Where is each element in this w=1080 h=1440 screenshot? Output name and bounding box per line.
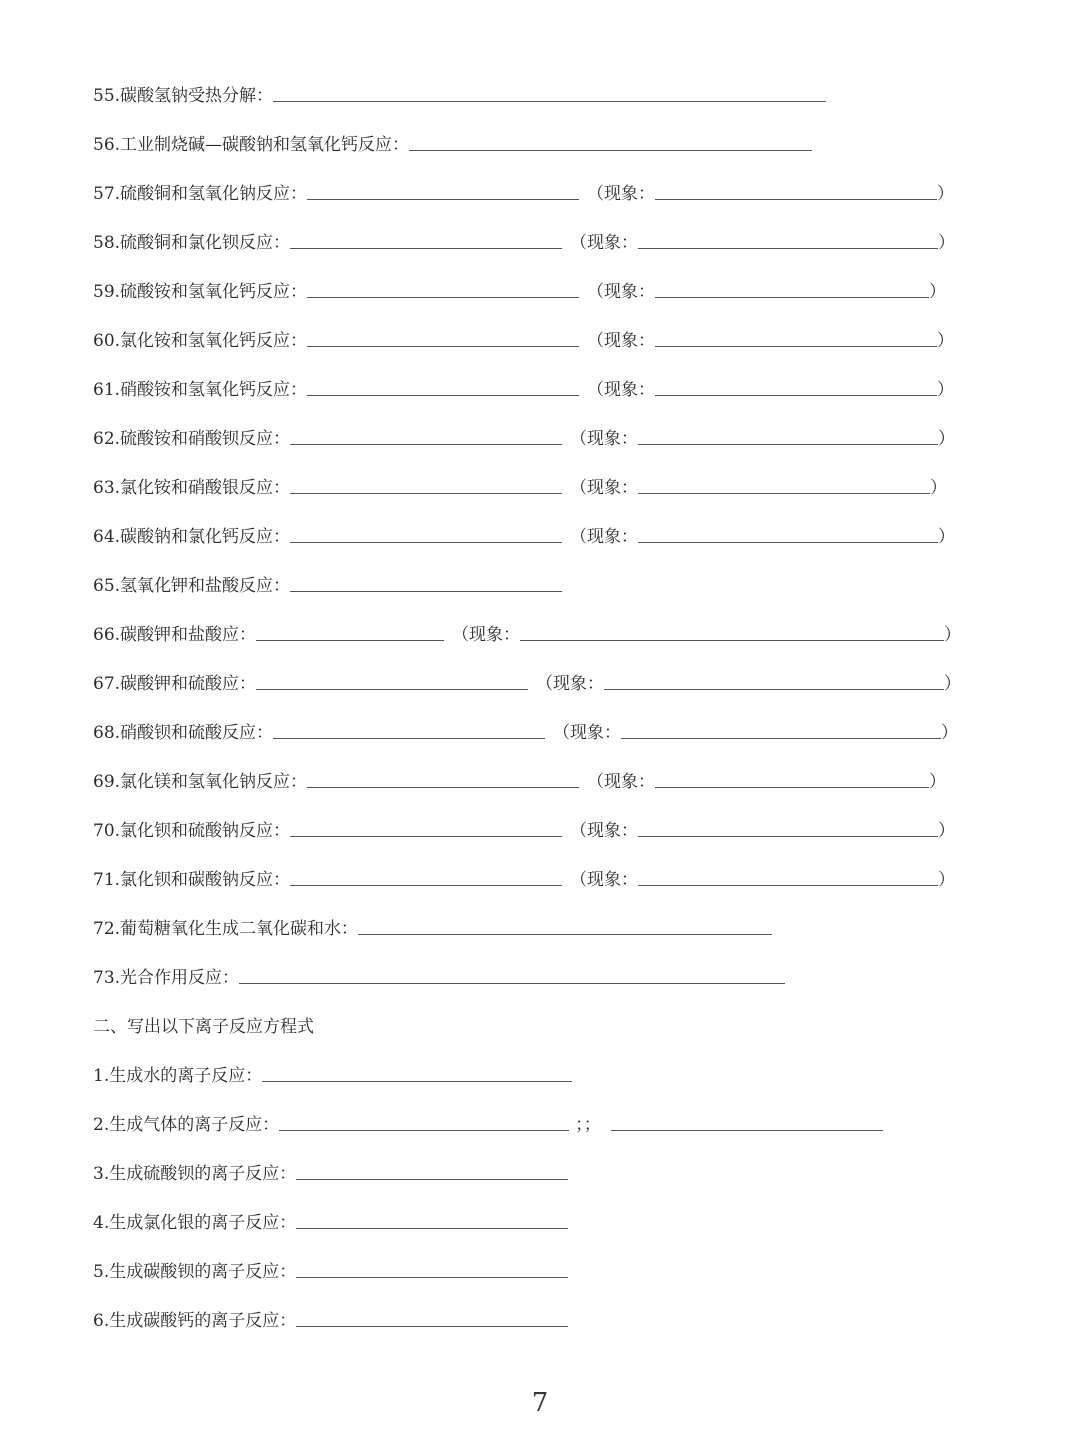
phenomenon-blank[interactable] xyxy=(655,394,937,396)
answer-blank[interactable] xyxy=(296,1276,568,1278)
exercise-item-59 xyxy=(93,274,980,302)
phenomenon-blank[interactable] xyxy=(655,198,937,200)
answer-blank[interactable] xyxy=(239,982,785,984)
answer-blank[interactable] xyxy=(307,345,579,347)
answer-blank[interactable] xyxy=(409,149,812,151)
exercise-label: 67.碳酸钾和硫酸应： xyxy=(93,674,257,694)
answer-blank[interactable] xyxy=(273,100,826,102)
exercise-label: 72.葡萄糖氧化生成二氧化碳和水： xyxy=(93,919,359,939)
exercise-label: 65.氢氧化钾和盐酸反应： xyxy=(93,576,291,596)
exercise-label: 56.工业制烧碱—碳酸钠和氢氧化钙反应： xyxy=(93,135,410,155)
phenomenon-close: ） xyxy=(937,331,955,351)
answer-blank-2[interactable] xyxy=(611,1129,883,1131)
exercise-label: 63.氯化铵和硝酸银反应： xyxy=(93,478,291,498)
ion-item-3 xyxy=(93,1156,980,1184)
exercise-item-60 xyxy=(93,323,980,351)
exercise-item-73 xyxy=(93,960,980,988)
phenomenon-close: ） xyxy=(938,233,956,253)
exercise-item-72 xyxy=(93,911,980,939)
ion-item-6 xyxy=(93,1303,980,1331)
exercise-item-62 xyxy=(93,421,980,449)
ion-label: 5.生成碳酸钡的离子反应： xyxy=(93,1262,297,1282)
phenomenon-open: （现象： xyxy=(587,184,656,204)
phenomenon-close: ） xyxy=(938,821,956,841)
phenomenon-blank[interactable] xyxy=(638,443,938,445)
exercise-label: 66.碳酸钾和盐酸应： xyxy=(93,625,257,645)
exercise-item-58 xyxy=(93,225,980,253)
section-2-heading-row xyxy=(93,1009,980,1037)
answer-blank[interactable] xyxy=(290,884,562,886)
ion-item-5 xyxy=(93,1254,980,1282)
phenomenon-blank[interactable] xyxy=(604,688,944,690)
answer-blank[interactable] xyxy=(296,1325,568,1327)
exercise-item-55 xyxy=(93,78,980,106)
answer-blank[interactable] xyxy=(358,933,772,935)
ion-label: 1.生成水的离子反应： xyxy=(93,1066,263,1086)
phenomenon-close: ） xyxy=(941,723,959,743)
exercise-item-71 xyxy=(93,862,980,890)
phenomenon-blank[interactable] xyxy=(638,835,938,837)
phenomenon-open: （现象： xyxy=(570,429,639,449)
exercise-item-57 xyxy=(93,176,980,204)
phenomenon-open: （现象： xyxy=(553,723,622,743)
phenomenon-close: ） xyxy=(930,478,948,498)
exercise-item-69 xyxy=(93,764,980,792)
phenomenon-open: （现象： xyxy=(587,282,656,302)
exercise-label: 59.硫酸铵和氢氧化钙反应： xyxy=(93,282,308,302)
answer-blank[interactable] xyxy=(290,835,562,837)
exercise-label: 58.硫酸铜和氯化钡反应： xyxy=(93,233,291,253)
phenomenon-open: （现象： xyxy=(587,380,656,400)
phenomenon-open: （现象： xyxy=(587,772,656,792)
phenomenon-close: ） xyxy=(937,380,955,400)
ion-label: 2.生成气体的离子反应： xyxy=(93,1115,280,1135)
exercise-label: 71.氯化钡和碳酸钠反应： xyxy=(93,870,291,890)
phenomenon-blank[interactable] xyxy=(655,786,929,788)
phenomenon-blank[interactable] xyxy=(638,541,938,543)
answer-blank[interactable] xyxy=(273,737,545,739)
phenomenon-close: ） xyxy=(944,625,962,645)
phenomenon-close: ） xyxy=(929,772,947,792)
separator: ；； xyxy=(575,1115,601,1135)
answer-blank[interactable] xyxy=(307,198,579,200)
answer-blank[interactable] xyxy=(262,1080,572,1082)
phenomenon-open: （现象： xyxy=(570,527,639,547)
phenomenon-blank[interactable] xyxy=(655,345,937,347)
section-2-title: 二、写出以下离子反应方程式 xyxy=(93,1017,314,1037)
phenomenon-close: ） xyxy=(938,527,956,547)
ion-item-2 xyxy=(93,1107,980,1135)
phenomenon-open: （现象： xyxy=(452,625,521,645)
answer-blank[interactable] xyxy=(290,492,562,494)
answer-blank[interactable] xyxy=(290,541,562,543)
exercise-item-65 xyxy=(93,568,980,596)
exercise-item-61 xyxy=(93,372,980,400)
exercise-item-64 xyxy=(93,519,980,547)
ion-label: 4.生成氯化银的离子反应： xyxy=(93,1213,297,1233)
exercise-item-67 xyxy=(93,666,980,694)
ion-label: 3.生成硫酸钡的离子反应： xyxy=(93,1164,297,1184)
phenomenon-close: ） xyxy=(938,429,956,449)
phenomenon-blank[interactable] xyxy=(621,737,941,739)
ion-item-1 xyxy=(93,1058,980,1086)
exercise-label: 73.光合作用反应： xyxy=(93,968,240,988)
exercise-label: 69.氯化镁和氢氧化钠反应： xyxy=(93,772,308,792)
answer-blank[interactable] xyxy=(307,786,579,788)
exercise-label: 64.碳酸钠和氯化钙反应： xyxy=(93,527,291,547)
phenomenon-open: （现象： xyxy=(570,233,639,253)
phenomenon-close: ） xyxy=(937,184,955,204)
page-number: 7 xyxy=(531,1388,549,1418)
answer-blank[interactable] xyxy=(307,394,579,396)
exercise-label: 57.硫酸铜和氢氧化钠反应： xyxy=(93,184,308,204)
exercise-label: 68.硝酸钡和硫酸反应： xyxy=(93,723,274,743)
answer-blank[interactable] xyxy=(307,296,579,298)
answer-blank[interactable] xyxy=(256,639,444,641)
exercise-item-56 xyxy=(93,127,980,155)
ion-label: 6.生成碳酸钙的离子反应： xyxy=(93,1311,297,1331)
phenomenon-blank[interactable] xyxy=(638,884,938,886)
phenomenon-open: （现象： xyxy=(570,821,639,841)
answer-blank[interactable] xyxy=(279,1129,569,1131)
exercise-item-68 xyxy=(93,715,980,743)
answer-blank[interactable] xyxy=(290,443,562,445)
exercise-label: 61.硝酸铵和氢氧化钙反应： xyxy=(93,380,308,400)
exercise-label: 55.碳酸氢钠受热分解： xyxy=(93,86,274,106)
exercise-label: 60.氯化铵和氢氧化钙反应： xyxy=(93,331,308,351)
phenomenon-open: （现象： xyxy=(570,478,639,498)
exercise-item-63 xyxy=(93,470,980,498)
ion-item-4 xyxy=(93,1205,980,1233)
answer-blank[interactable] xyxy=(290,590,562,592)
phenomenon-blank[interactable] xyxy=(638,247,938,249)
answer-blank[interactable] xyxy=(296,1178,568,1180)
exercise-label: 62.硫酸铵和硝酸钡反应： xyxy=(93,429,291,449)
answer-blank[interactable] xyxy=(296,1227,568,1229)
answer-blank[interactable] xyxy=(290,247,562,249)
phenomenon-open: （现象： xyxy=(570,870,639,890)
answer-blank[interactable] xyxy=(256,688,528,690)
phenomenon-close: ） xyxy=(944,674,962,694)
exercise-item-70 xyxy=(93,813,980,841)
phenomenon-open: （现象： xyxy=(587,331,656,351)
exercise-label: 70.氯化钡和硫酸钠反应： xyxy=(93,821,291,841)
phenomenon-blank[interactable] xyxy=(655,296,929,298)
phenomenon-blank[interactable] xyxy=(638,492,930,494)
exercise-item-66 xyxy=(93,617,980,645)
phenomenon-blank[interactable] xyxy=(520,639,944,641)
phenomenon-close: ） xyxy=(929,282,947,302)
phenomenon-open: （现象： xyxy=(536,674,605,694)
phenomenon-close: ） xyxy=(938,870,956,890)
